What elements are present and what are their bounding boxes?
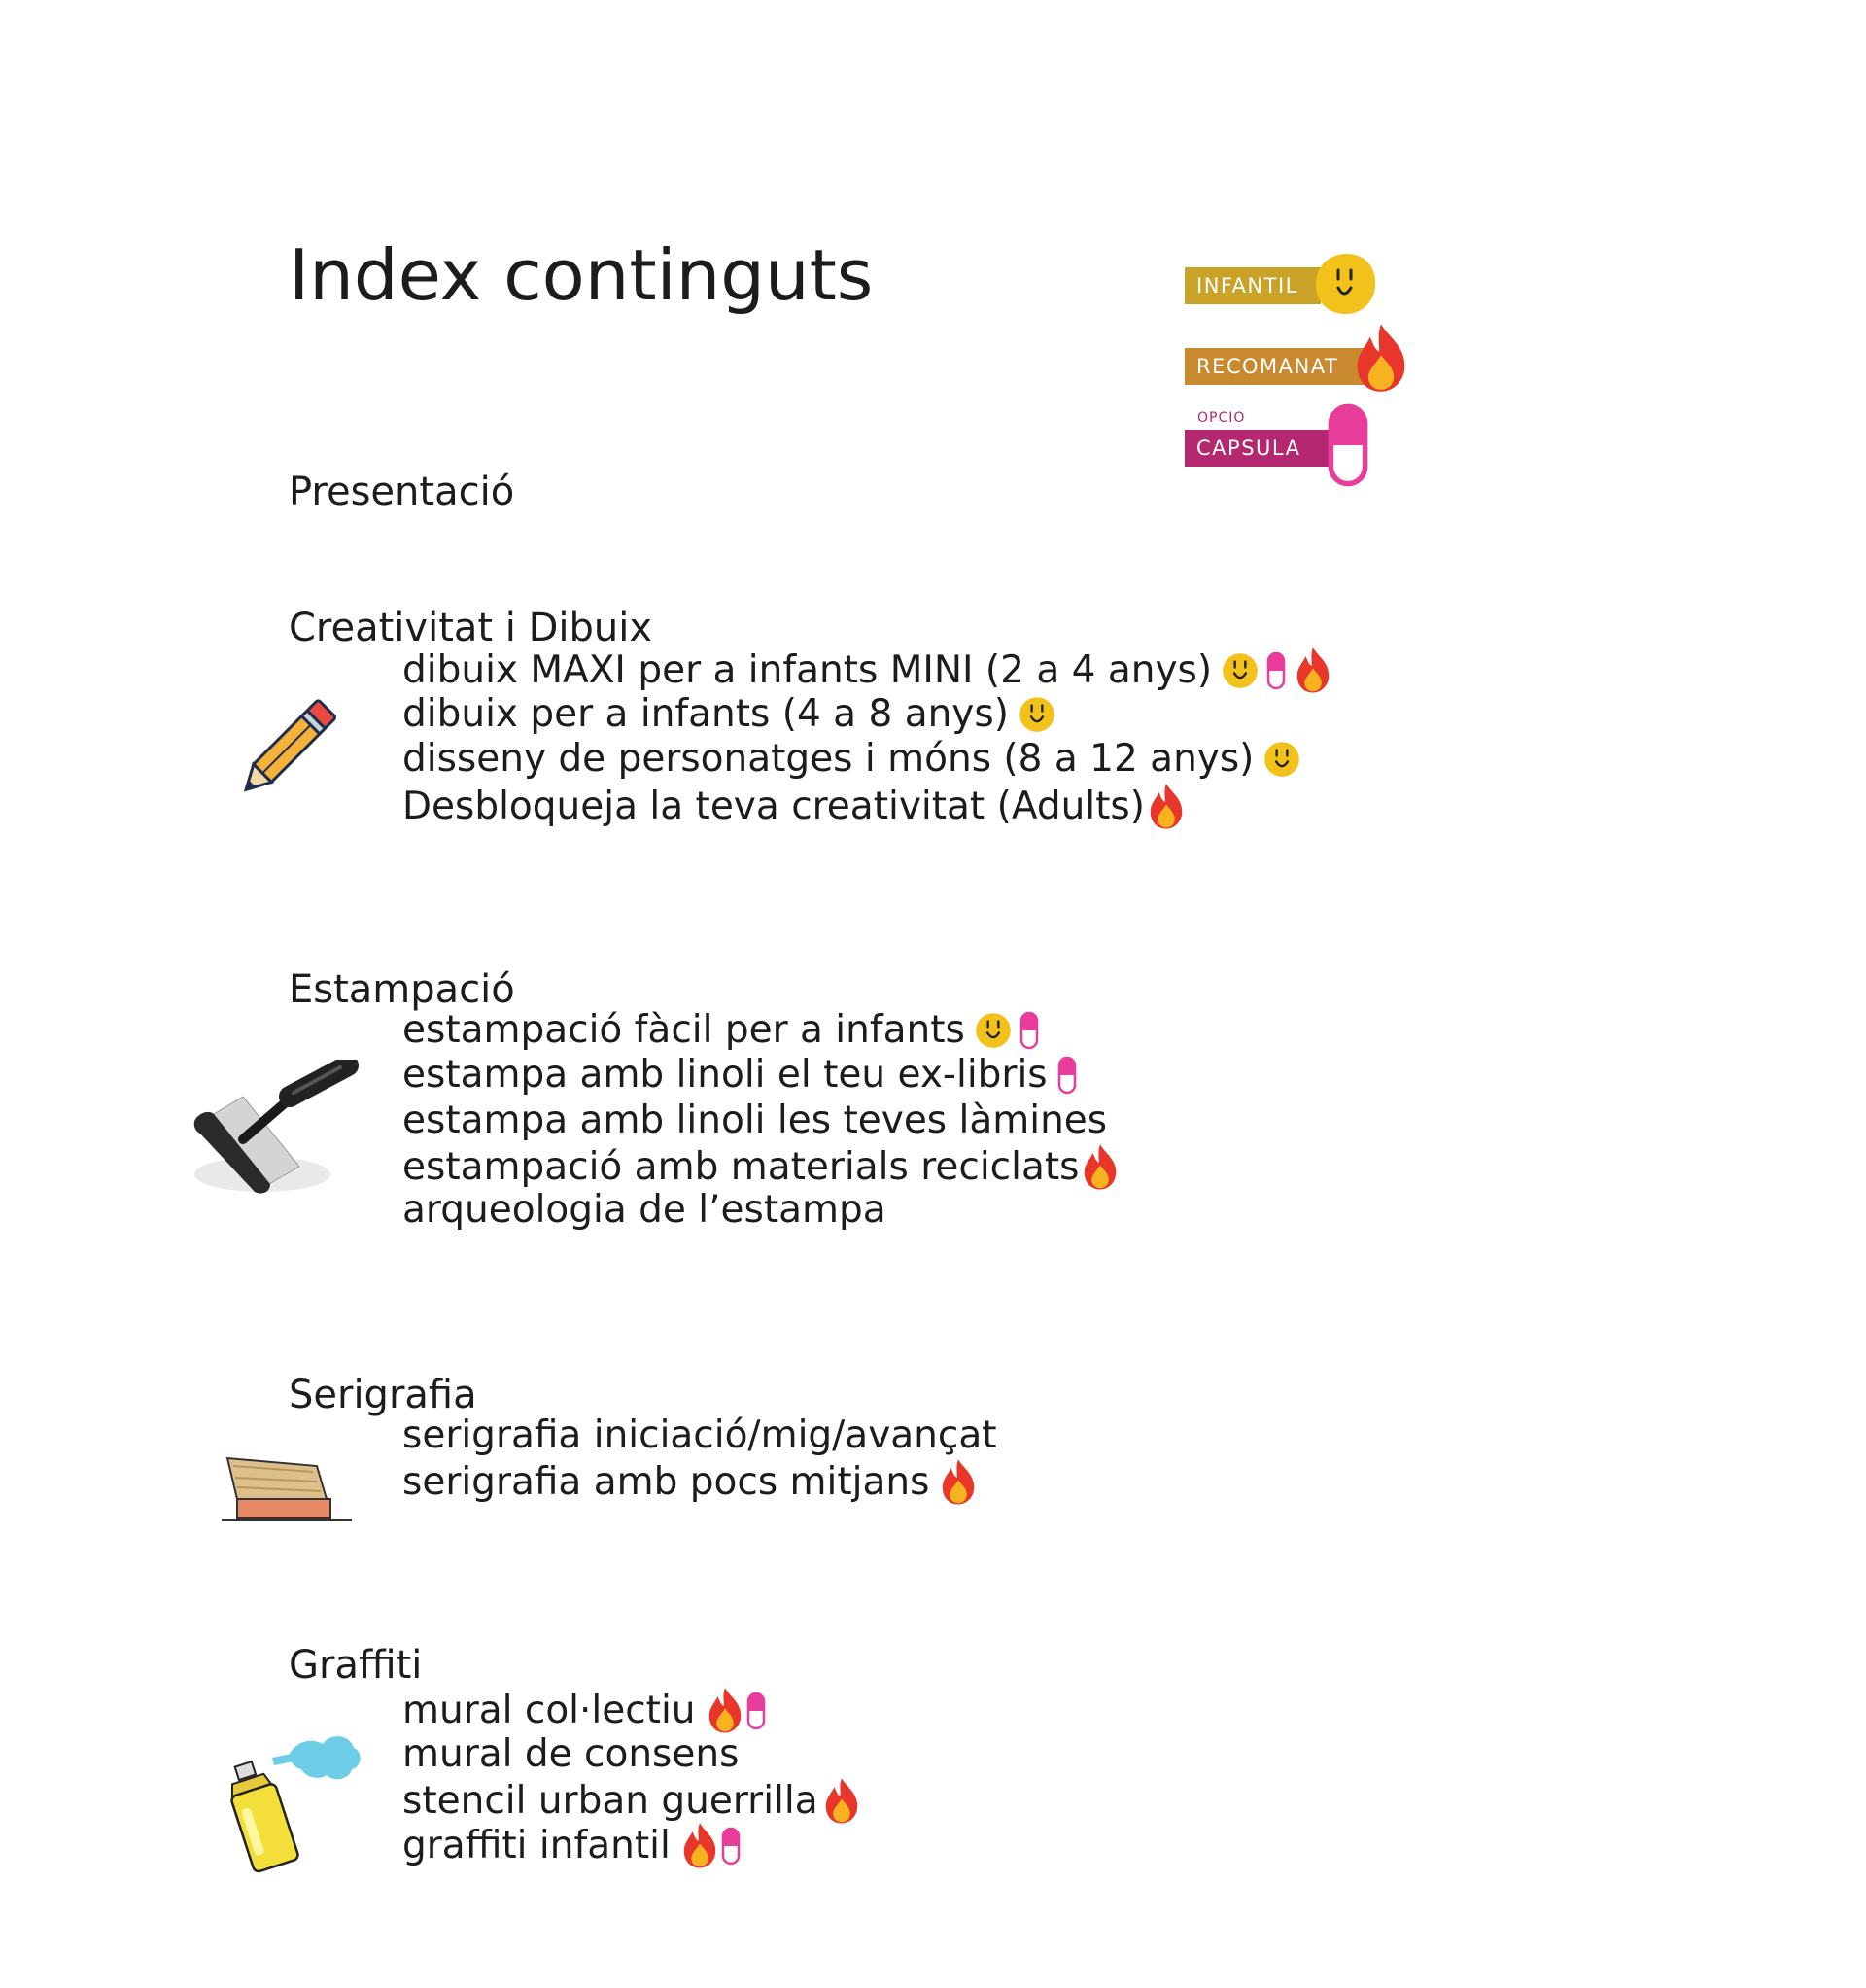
flame-icon: [939, 1458, 978, 1507]
pencil-icon: [225, 692, 342, 809]
brayer-roller-icon: [185, 1060, 360, 1205]
capsule-icon: [721, 1827, 741, 1866]
legend-infantil-label: INFANTIL: [1185, 267, 1321, 304]
list-item-label: mural col·lectiu: [402, 1689, 696, 1732]
list-item[interactable]: [402, 1413, 997, 1458]
list-item[interactable]: [402, 1099, 1107, 1143]
list-item[interactable]: [402, 1008, 1039, 1053]
smiley-icon: [1263, 741, 1300, 778]
list-item[interactable]: [402, 646, 1332, 695]
list-item-label: dibuix per a infants (4 a 8 anys): [402, 692, 1009, 736]
list-item[interactable]: [402, 1143, 1120, 1192]
list-item[interactable]: [402, 1053, 1077, 1098]
list-item-label: estampa amb linoli el teu ex-libris: [402, 1053, 1048, 1097]
section-graffiti-title[interactable]: Graffiti: [289, 1643, 423, 1688]
section-presentacio[interactable]: Presentació: [289, 470, 515, 514]
list-item-label: stencil urban guerrilla: [402, 1779, 818, 1823]
smiley-icon: [975, 1012, 1012, 1049]
section-dibuix-title[interactable]: Creativitat i Dibuix: [289, 606, 653, 650]
smiley-icon: [1019, 696, 1055, 733]
capsule-icon: [746, 1692, 766, 1730]
legend-recomanat-label: RECOMANAT: [1185, 348, 1365, 385]
list-item-label: Desbloqueja la teva creativitat (Adults): [402, 785, 1145, 828]
smiley-icon: [1311, 251, 1379, 319]
list-item-label: estampa amb linoli les teves làmines: [402, 1099, 1108, 1142]
list-item[interactable]: [402, 1188, 886, 1233]
capsule-icon: [1057, 1056, 1077, 1095]
flame-icon: [706, 1687, 744, 1735]
flame-icon: [822, 1777, 861, 1826]
list-item[interactable]: [402, 692, 1055, 737]
list-item-label: graffiti infantil: [402, 1824, 671, 1867]
flame-icon: [1294, 646, 1332, 695]
flame-icon: [1147, 783, 1186, 831]
capsule-icon: [1327, 402, 1369, 488]
list-item[interactable]: [402, 737, 1300, 782]
page-title: Index continguts: [289, 234, 874, 316]
list-item-label: serigrafia amb pocs mitjans: [402, 1460, 930, 1504]
flame-icon: [680, 1822, 719, 1870]
list-item-label: serigrafia iniciació/mig/avançat: [402, 1413, 997, 1457]
list-item[interactable]: [402, 1687, 766, 1735]
legend-capsula-label: CAPSULA: [1185, 430, 1335, 467]
list-item-label: disseny de personatges i móns (8 a 12 anys): [402, 737, 1255, 781]
list-item-label: estampació amb materials reciclats: [402, 1145, 1080, 1189]
flame-icon: [1081, 1143, 1120, 1192]
squeegee-icon: [220, 1454, 356, 1524]
legend-capsula-sublabel: OPCIO: [1197, 410, 1246, 426]
list-item-label: mural de consens: [402, 1732, 740, 1776]
section-serigrafia-title[interactable]: Serigrafia: [289, 1373, 477, 1417]
flame-icon: [1352, 319, 1410, 399]
list-item-label: dibuix MAXI per a infants MINI (2 a 4 anys): [402, 648, 1213, 692]
smiley-icon: [1222, 652, 1259, 689]
list-item[interactable]: [402, 1822, 741, 1870]
list-item[interactable]: [402, 1458, 978, 1507]
capsule-icon: [1266, 651, 1286, 690]
list-item[interactable]: [402, 1732, 739, 1777]
list-item-label: arqueologia de l’estampa: [402, 1188, 886, 1232]
spray-can-icon: [229, 1719, 362, 1874]
section-estampacio-title[interactable]: Estampació: [289, 967, 515, 1012]
list-item[interactable]: [402, 1777, 861, 1826]
capsule-icon: [1019, 1011, 1039, 1050]
list-item-label: estampació fàcil per a infants: [402, 1008, 965, 1052]
list-item[interactable]: [402, 783, 1186, 831]
